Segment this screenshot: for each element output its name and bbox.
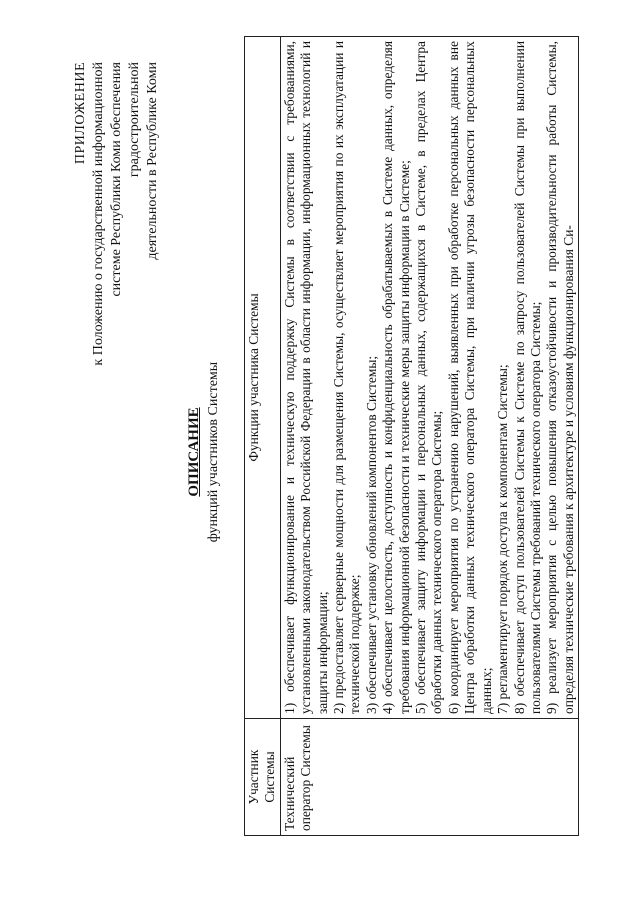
function-item: 5) обеспечивает защиту информации и персональных данных, содержащихся в Системе, в пределах Центра обработки данных технического оператора Системы; xyxy=(413,41,445,714)
document-subheading: функций участников Системы xyxy=(206,361,221,543)
function-item: 3) обеспечивает установку обновлений компонентов Системы; xyxy=(363,355,379,714)
appendix-line-1: к Положению о государственной информационной xyxy=(91,62,106,366)
table-row xyxy=(280,37,578,836)
rotated-sheet xyxy=(20,22,620,882)
document-heading: ОПИСАНИЕ xyxy=(186,407,202,497)
participant-cell: Технический оператор Системы xyxy=(280,719,578,836)
function-item: 1) обеспечивает функционирование и техническую поддержку Системы в соответствии с требованиями, установленными законодательством Российской Федерации в области информации, информационных технологий и защиты информации; xyxy=(281,41,330,714)
function-item: 4) обеспечивает целостность, доступность и конфиденциальность обрабатываемых в Системе данных, определяя требования информационной безопасности и технические меры защиты информации в Системе; xyxy=(380,41,412,714)
function-item: 7) регламентирует порядок доступа к компонентам Системы; xyxy=(495,364,511,714)
appendix-line-2: системе Республики Коми обеспечения градостроительной xyxy=(109,62,142,297)
table-header-row xyxy=(245,37,281,836)
appendix-header xyxy=(72,62,162,402)
function-item: 9) реализует мероприятия с целью повышения отказоустойчивости и производительности работы Системы, определяя технические требования к архитектуре и условиям функционирования Си- xyxy=(544,41,576,714)
function-item: 2) предоставляет серверные мощности для размещения Системы, осуществляет мероприятия по их эксплуатации и технической поддержке; xyxy=(331,41,363,714)
column-header-functions: Функции участника Системы xyxy=(245,37,281,719)
appendix-line-3: деятельности в Республике Коми xyxy=(145,62,160,260)
function-item: 6) координирует мероприятия по устранению нарушений, выявленных при обработке персональных данных вне Центра обработки данных технического оператора Системы, при наличии угрозы безопасности персональных данных; xyxy=(445,41,494,714)
function-item: 8) обеспечивает доступ пользователей Системы к Системе по запросу пользователей Системы при выполнении пользователями Системы требований технического оператора Системы; xyxy=(511,41,543,714)
appendix-title: ПРИЛОЖЕНИЕ xyxy=(73,62,88,165)
functions-cell xyxy=(280,37,578,719)
functions-table xyxy=(244,36,579,836)
column-header-participant: Участник Системы xyxy=(245,719,281,836)
